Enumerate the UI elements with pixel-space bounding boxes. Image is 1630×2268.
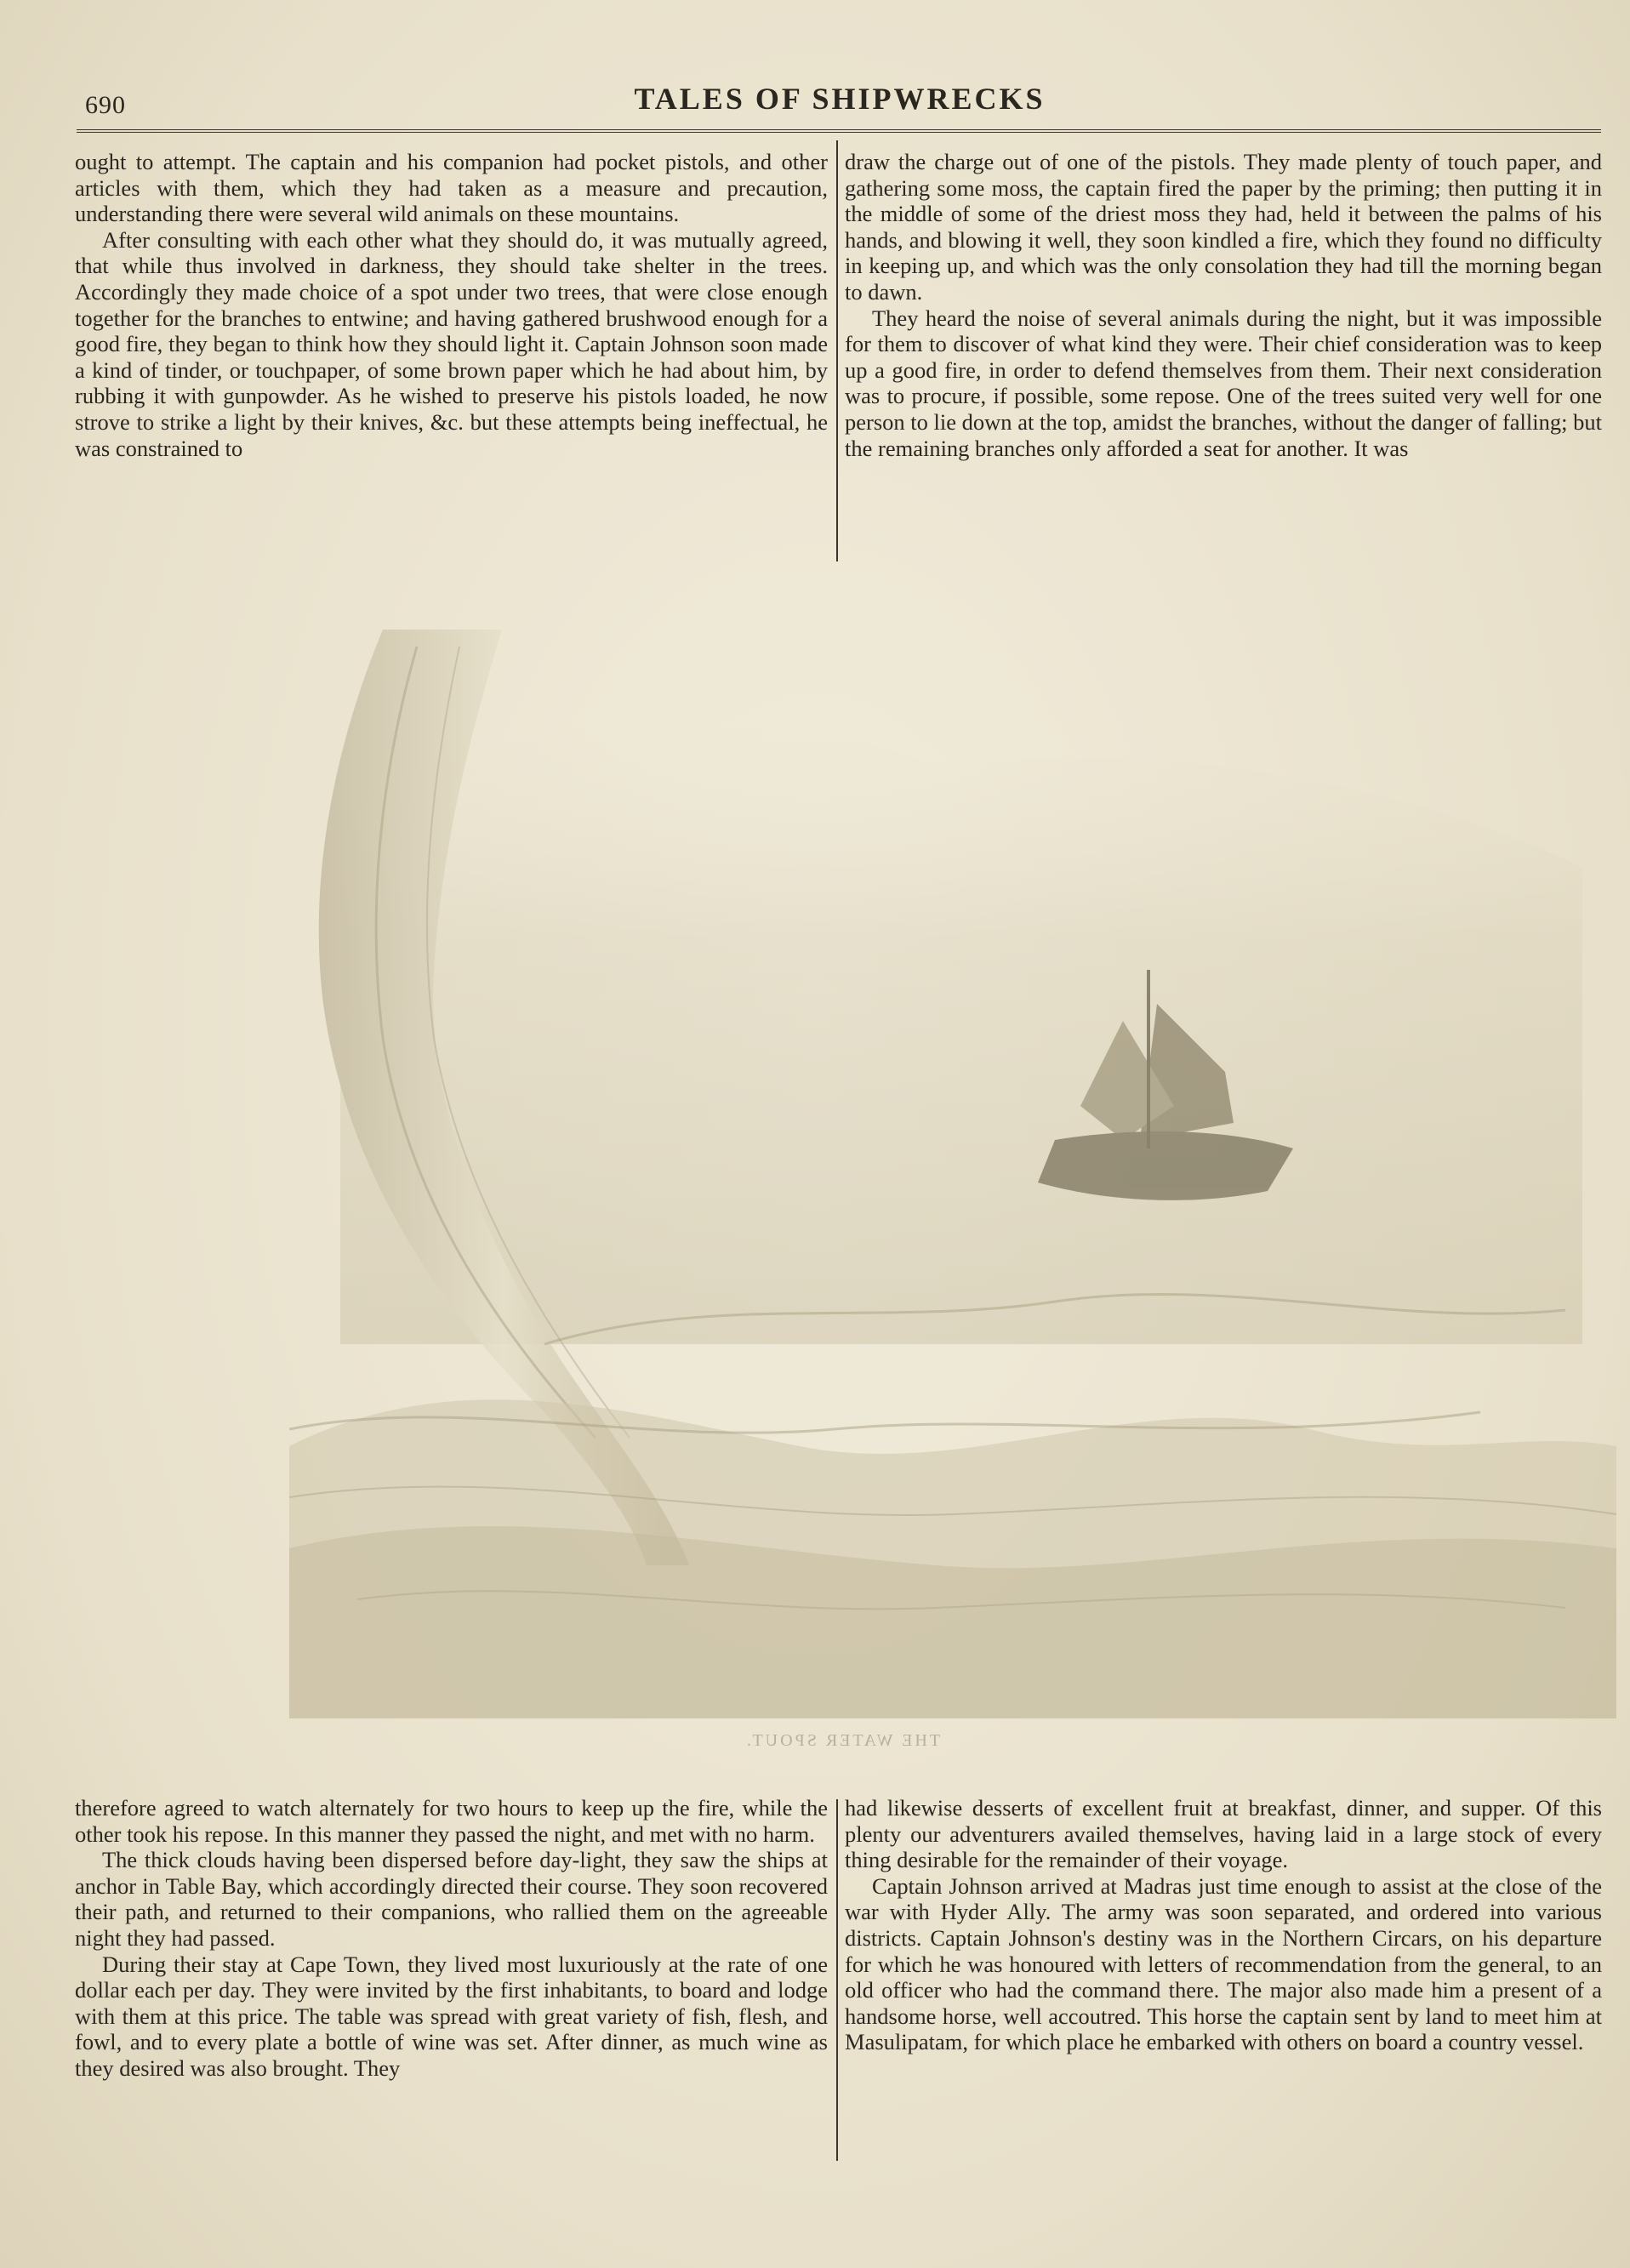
running-head: TALES OF SHIPWRECKS <box>634 82 1046 116</box>
header-rule <box>77 129 1601 133</box>
paragraph: Captain Johnson arrived at Madras just time enough to assist at the close of the war with Hyder Ally. The army was soon separated, and ordered into various districts. Captain Johnson's destiny was in the Northern Circars, on his departure for which he was honoured with letters of recommendation from the general, to an old officer who had the command there. The major also made him a present of a handsome horse, well accoutred. This horse the captain sent by land to meet him at Masulipatam, for which place he embarked with others on board a country vessel. <box>845 1872 1602 2055</box>
column-top-right <box>845 149 1602 461</box>
paragraph: During their stay at Cape Town, they lived most luxuriously at the rate of one dollar each per day. They were invited by the first inhabitants, to board and lodge with them at this price. The table was spread with great variety of fish, flesh, and fowl, and to every plate a bottle of wine was set. After dinner, as much wine as they desired was also brought. They <box>75 1951 828 2081</box>
figure-caption-showthrough: THE WATER SPOUT. <box>744 1731 941 1750</box>
paragraph: They heard the noise of several animals during the night, but it was impossible for them to discover of what kind they were. Their chief consideration was to keep up a good fire, in order to defend themselves from them. Their next consideration was to procure, if possible, some repose. One of the trees suited very well for one person to lie down at the top, amidst the branches, without the danger of falling; but the remaining branches only afforded a seat for another. It was <box>845 305 1602 461</box>
waterspout-engraving <box>289 595 1616 1718</box>
column-bottom-left <box>75 1795 828 2082</box>
paragraph: therefore agreed to watch alternately for two hours to keep up the fire, while the other took his repose. In this manner they passed the night, and met with no harm. <box>75 1795 828 1847</box>
paragraph: draw the charge out of one of the pistols. They made plenty of touch paper, and gathering some moss, the captain fired the paper by the priming; then putting it in the middle of some of the driest moss they had, held it between the palms of his hands, and blowing it well, they soon kindled a fire, which they found no difficulty in keeping up, and which was the only consolation they had till the morning began to dawn. <box>845 149 1602 305</box>
paragraph: After consulting with each other what they should do, it was mutually agreed, that while thus involved in darkness, they should take shelter in the trees. Accordingly they made choice of a spot under two trees, that were close enough together for the branches to entwine; and having gathered brushwood enough for a good fire, they began to think how they should light it. Captain Johnson soon made a kind of tinder, or touchpaper, of some brown paper which he had about him, by rubbing it with gunpowder. As he wished to preserve his pistols loaded, he now strove to strike a light by their knives, &c. but these attempts being ineffectual, he was constrained to <box>75 226 828 461</box>
column-divider-top <box>836 140 838 561</box>
column-bottom-right <box>845 1795 1602 2055</box>
page-number: 690 <box>85 91 126 119</box>
paragraph: ought to attempt. The captain and his companion had pocket pistols, and other articles with them, which they had taken as a measure and precaution, understanding there were several wild animals on these mountains. <box>75 149 828 227</box>
page-header <box>78 81 1601 123</box>
paragraph: The thick clouds having been dispersed before day-light, they saw the ships at anchor in Table Bay, which accordingly directed their course. They soon recovered their path, and returned to their companions, who rallied them on the agreeable night they had passed. <box>75 1847 828 1951</box>
paragraph: had likewise desserts of excellent fruit at breakfast, dinner, and supper. Of this plenty our adventurers availed themselves, having laid in a large stock of every thing desirable for the remainder of their voyage. <box>845 1795 1602 1873</box>
column-top-left <box>75 149 828 461</box>
column-divider-bottom <box>836 1799 838 2161</box>
